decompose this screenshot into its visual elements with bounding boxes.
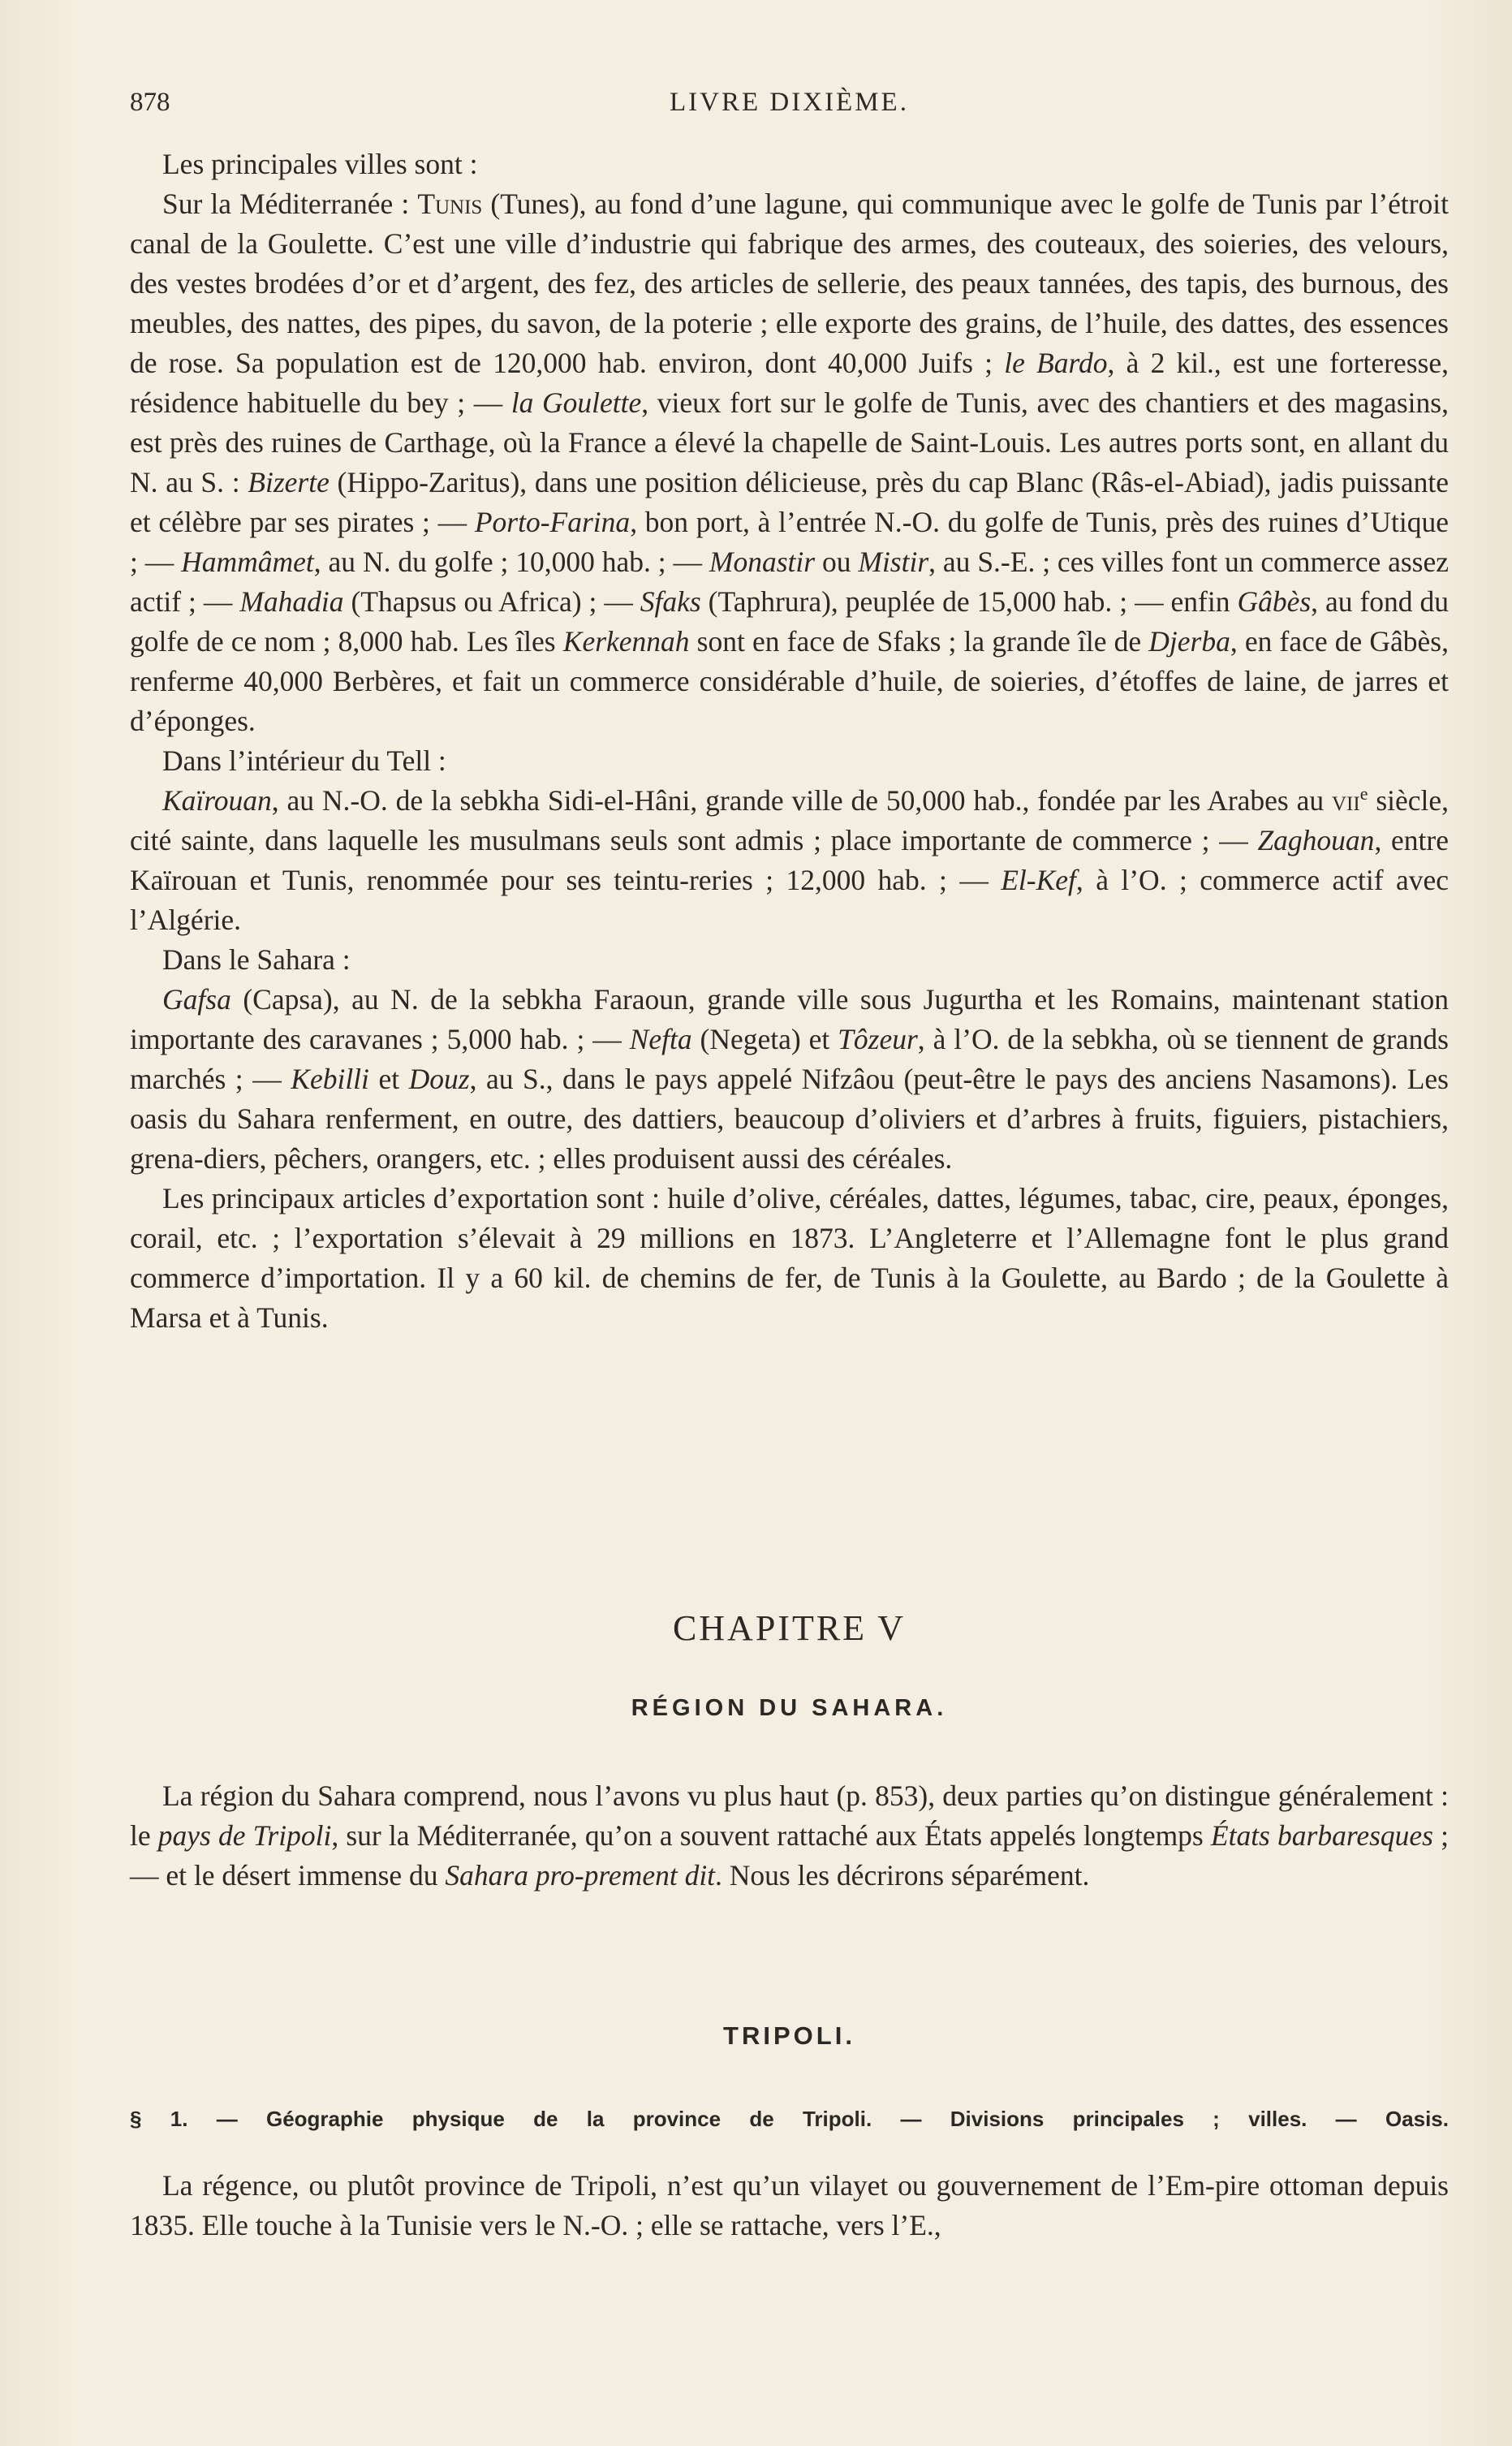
paragraph-region-sahara: La région du Sahara comprend, nous l’avons vu plus haut (p. 853), deux parties qu’on distingue généralement : le pays de Tripoli, sur la Méditerranée, qu’on a souvent rattaché aux États appelés longtemps États barbaresques ; — et le désert immense du Sahara pro-prement dit. Nous les décrirons séparément. [130, 1779, 1449, 1892]
place-djerba: Djerba [1148, 625, 1230, 658]
paragraph-sahara-intro: Dans le Sahara : [162, 943, 351, 976]
place-bizerte: Bizerte [248, 466, 330, 498]
paragraph-tripoli: La régence, ou plutôt province de Tripoli, n’est qu’un vilayet ou gouvernement de l’Em-pire ottoman depuis 1835. Elle touche à la Tunisie vers le N.-O. ; elle se rattache, vers l’E., [130, 2169, 1449, 2241]
place-kebilli: Kebilli [291, 1063, 369, 1095]
paragraph-tell-intro: Dans l’intérieur du Tell : [162, 744, 446, 777]
place-kairouan: Kaïrouan [162, 784, 272, 817]
chapter-subtitle: RÉGION DU SAHARA. [631, 1695, 948, 1721]
term-etats-barbaresques: États barbaresques [1210, 1819, 1433, 1852]
place-gafsa: Gafsa [162, 983, 231, 1016]
running-head [130, 88, 1449, 127]
place-tunis: Tunis [417, 188, 483, 220]
place-tozeur: Tôzeur [838, 1023, 918, 1055]
place-porto-farina: Porto-Farina [474, 506, 631, 538]
place-goulette: la Goulette [510, 386, 642, 419]
place-el-kef: El-Kef [1001, 864, 1076, 896]
paragraph-tell: Kaïrouan, au N.-O. de la sebkha Sidi-el-Hâni, grande ville de 50,000 hab., fondée par les Arabes au vii$^e$ siècle, cité sainte, dans laquelle les musulmans seuls sont admis ; place importante de commerce ; — Zaghouan, entre Kaïrouan et Tunis, renommée pour ses teintu-reries ; 12,000 hab. ; — El-Kef, à l’O. ; commerce actif avec l’Algérie. [130, 783, 1449, 936]
place-hammamet: Hammâmet [181, 546, 314, 578]
paragraph-mediterranee: Sur la Méditerranée : Tunis (Tunes), au fond d’une lagune, qui communique avec le golfe de Tunis par l’étroit canal de la Goulette. C’est une ville d’industrie qui fabrique des armes, des couteaux, des soieries, des velours, des vestes brodées d’or et d’argent, des fez, des articles de sellerie, des peaux tannées, des tapis, des burnous, des meubles, des nattes, des pipes, du savon, de la poterie ; elle exporte des grains, de l’huile, des dattes, des essences de rose. Sa population est de 120,000 hab. environ, dont 40,000 Juifs ; le Bardo, à 2 kil., est une forteresse, résidence habituelle du bey ; — la Goulette, vieux fort sur le golfe de Tunis, avec des chantiers et des magasins, est près des ruines de Carthage, où la France a élevé la chapelle de Saint-Louis. Les autres ports sont, en allant du N. au S. : Bizerte (Hippo-Zaritus), dans une position délicieuse, près du cap Blanc (Râs-el-Abiad), jadis puissante et célèbre par ses pirates ; — Porto-Farina, bon port, à l’entrée N.-O. du golfe de Tunis, près des ruines d’Utique ; — Hammâmet, au N. du golfe ; 10,000 hab. ; — Monastir ou Mistir, au S.-E. ; ces villes font un commerce assez actif ; — Mahadia (Thapsus ou Africa) ; — Sfaks (Taphrura), peuplée de 15,000 hab. ; — enfin Gâbès, au fond du golfe de ce nom ; 8,000 hab. Les îles Kerkennah sont en face de Sfaks ; la grande île de Djerba, en face de Gâbès, renferme 40,000 Berbères, et fait un commerce considérable d’huile, de soieries, d’étoffes de laine, de jarres et d’éponges. [130, 188, 1450, 737]
place-mistir: Mistir [858, 546, 929, 578]
page-number: 878 [130, 88, 170, 117]
place-gabes: Gâbès [1237, 585, 1312, 618]
term-pays-de-tripoli: pays de Tripoli [157, 1819, 332, 1852]
main-text [130, 145, 1449, 1338]
place-zaghouan: Zaghouan [1257, 824, 1375, 856]
century-superscript: e [1359, 783, 1368, 805]
tripoli-text [130, 2166, 1449, 2245]
paragraph-sahara: Gafsa (Capsa), au N. de la sebkha Faraoun, grande ville sous Jugurtha et les Romains, maintenant station importante des caravanes ; 5,000 hab. ; — Nefta (Negeta) et Tôzeur, à l’O. de la sebkha, où se tiennent de grands marchés ; — Kebilli et Douz, au S., dans le pays appelé Nifzâou (peut-être le pays des anciens Nasamons). Les oasis du Sahara renferment, en outre, des dattiers, beaucoup d’oliviers et d’arbres à fruits, figuiers, pistachiers, grena-diers, pêchers, orangers, etc. ; elles produisent aussi des céréales. [130, 983, 1449, 1175]
paragraph-exportation: Les principaux articles d’exportation sont : huile d’olive, céréales, dattes, légumes, tabac, cire, peaux, éponges, corail, etc. ; l’exportation s’élevait à 29 millions en 1873. L’Angleterre et l’Allemagne font le plus grand commerce d’importation. Il y a 60 kil. de chemins de fer, de Tunis à la Goulette, au Bardo ; de la Goulette à Marsa et à Tunis. [130, 1182, 1449, 1334]
paragraph-villes-intro: Les principales villes sont : [162, 148, 478, 180]
place-monastir: Monastir [709, 546, 816, 578]
chapter-intro [130, 1776, 1449, 1896]
place-nefta: Nefta [629, 1023, 692, 1055]
place-mahadia: Mahadia [239, 585, 344, 618]
running-title: LIVRE DIXIÈME. [670, 88, 909, 117]
section-heading-tripoli: TRIPOLI. [723, 2021, 855, 2050]
term-sahara-proprement-dit: Sahara pro-prement dit [445, 1859, 716, 1892]
subsection-heading: § 1. — Géographie physique de la province de Tripoli. — Divisions principales ; villes. — Oasis. [130, 2107, 1449, 2131]
place-bardo: le Bardo [1004, 347, 1108, 379]
place-sfaks: Sfaks [640, 585, 701, 618]
place-kerkennah: Kerkennah [562, 625, 690, 658]
century-numeral: vii [1331, 784, 1360, 817]
chapter-title: CHAPITRE V [672, 1608, 907, 1648]
place-douz: Douz [408, 1063, 470, 1095]
